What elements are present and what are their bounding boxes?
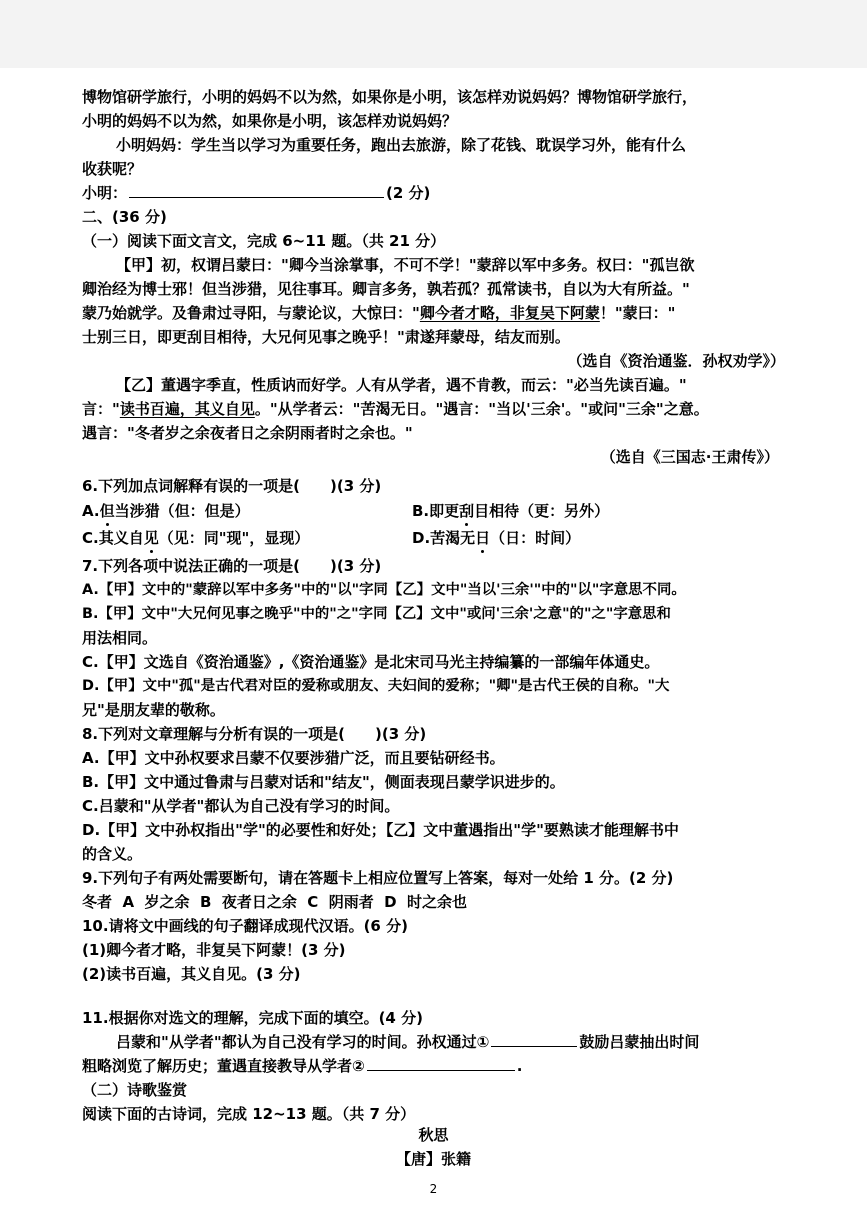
jia-line-3 xyxy=(82,302,675,325)
intro-line-2: 小明的妈妈不以为然，如果你是小明，该怎样劝说妈妈？ xyxy=(82,112,458,130)
jia-line-3-start: 蒙乃始就学。及鲁肃过寻阳，与蒙论议，大惊曰：" xyxy=(82,304,420,322)
yi-line-2-start: 言：" xyxy=(82,400,120,418)
q7-option-c: C.【甲】文选自《资治通鉴》,《资治通鉴》是北宋司马光主持编纂的一部编年体通史。 xyxy=(82,653,660,671)
q10-sentence-2: (2)读书百遍，其义自见。(3 分) xyxy=(82,965,301,983)
q9-sentence: 冬者 A 岁之余 B 夜者日之余 C 阴雨者 D 时之余也 xyxy=(82,893,468,911)
underlined-sentence-1: 卿今者才略，非复吴下阿蒙 xyxy=(419,304,600,322)
q10-sentence-1: (1)卿今者才略，非复吴下阿蒙！(3 分) xyxy=(82,941,346,959)
q11-blank-2[interactable] xyxy=(367,1069,515,1071)
q6-b-prefix: B.即更 xyxy=(412,502,460,520)
part-two-instruction: 阅读下面的古诗词，完成 12~13 题。（共 7 分） xyxy=(82,1105,416,1123)
q7-option-a: A.【甲】文中的"蒙辞以军中多务"中的"以"字同【乙】文中"当以'三余'"中的"以"字意思不同。 xyxy=(82,582,686,598)
q6-a-prefix: A. xyxy=(82,502,100,520)
xiaoming-answer-line xyxy=(82,182,430,205)
q6-d-text: （日：时间） xyxy=(490,529,581,547)
intro-line-1: 博物馆研学旅行，小明的妈妈不以为然，如果你是小明，该怎样劝说妈妈？博物馆研学旅行， xyxy=(82,88,698,106)
q11-line-1 xyxy=(116,1031,699,1054)
jia-line-4: 士别三日，即更刮目相待，大兄何见事之晚乎！"肃遂拜蒙母，结友而别。 xyxy=(82,328,570,346)
q8-option-a: A.【甲】文中孙权要求吕蒙不仅要涉猎广泛，而且要钻研经书。 xyxy=(82,749,505,767)
yi-line-2-end: 。"从学者云："苦渴无日。"遇言："当以'三余'。"或问"三余"之意。 xyxy=(254,400,709,418)
q6-option-d xyxy=(412,527,580,550)
q6-c-prefix: C.其义自 xyxy=(82,529,144,547)
q6-d-dotted-char: 日 xyxy=(475,527,490,550)
q11-line-1-end: 鼓励吕蒙抽出时间 xyxy=(579,1033,700,1051)
poem-title: 秋思 xyxy=(418,1126,449,1144)
q11-line-2 xyxy=(82,1055,522,1078)
q11-stem: 11.根据你对选文的理解，完成下面的填空。(4 分) xyxy=(82,1009,423,1027)
yi-line-3: 遇言："冬者岁之余夜者日之余阴雨者时之余也。" xyxy=(82,424,413,442)
q7-stem: 7.下列各项中说法正确的一项是( )(3 分) xyxy=(82,557,382,575)
jia-line-3-end: ！"蒙曰：" xyxy=(599,304,676,322)
q7-option-b-line-2: 用法相同。 xyxy=(82,629,158,647)
q11-line-2-text: 粗略浏览了解历史；董遇直接教导从学者② xyxy=(82,1057,365,1075)
yi-line-1: 【乙】董遇字季直，性质讷而好学。人有从学者，遇不肯教，而云："必当先读百遍。" xyxy=(116,376,687,394)
yi-line-2 xyxy=(82,398,709,421)
xiaoming-answer-blank[interactable] xyxy=(129,196,384,198)
q11-line-2-end: . xyxy=(516,1057,523,1075)
q6-option-a xyxy=(82,500,250,523)
poem-author: 【唐】张籍 xyxy=(395,1150,471,1168)
q11-line-1-text: 吕蒙和"从学者"都认为自己没有学习的时间。孙权通过① xyxy=(116,1033,490,1051)
q6-c-dotted-char: 见 xyxy=(144,527,159,550)
part-one-title: （一）阅读下面文言文，完成 6~11 题。（共 21 分） xyxy=(82,232,446,250)
q8-option-d-line-1: D.【甲】文中孙权指出"学"的必要性和好处；【乙】文中董遇指出"学"要熟读才能理解书中 xyxy=(82,821,679,839)
underlined-sentence-2: 读书百遍，其义自见 xyxy=(119,400,255,418)
q6-stem: 6.下列加点词解释有误的一项是( )(3 分) xyxy=(82,477,382,495)
section-two-heading: 二、(36 分) xyxy=(82,208,167,226)
xiaoming-score: (2 分) xyxy=(386,184,431,202)
q6-option-c xyxy=(82,527,309,550)
q7-option-b-line-1: B.【甲】文中"大兄何见事之晚乎"中的"之"字同【乙】文中"或问'三余'之意"的"之"字意思和 xyxy=(82,606,671,622)
q8-stem: 8.下列对文章理解与分析有误的一项是( )(3 分) xyxy=(82,725,427,743)
q6-option-b xyxy=(412,500,609,523)
q11-blank-1[interactable] xyxy=(491,1045,577,1047)
jia-line-2: 卿治经为博士邪！但当涉猎，见往事耳。卿言多务，孰若孤？孤常读书，自以为大有所益。" xyxy=(82,280,690,298)
q6-d-prefix: D.苦渴无 xyxy=(412,529,476,547)
q8-option-d-line-2: 的含义。 xyxy=(82,845,143,863)
q6-a-dotted-char: 但 xyxy=(100,500,115,523)
q7-option-d-line-2: 兄"是朋友辈的敬称。 xyxy=(82,701,225,719)
q7-option-d-line-1: D.【甲】文中"孤"是古代君对臣的爱称或朋友、夫妇间的爱称；"卿"是古代王侯的自称。"大 xyxy=(82,678,670,694)
q6-c-text: （见：同"现"，显现） xyxy=(158,529,310,547)
q8-option-c: C.吕蒙和"从学者"都认为自己没有学习的时间。 xyxy=(82,797,400,815)
q10-stem: 10.请将文中画线的句子翻译成现代汉语。(6 分) xyxy=(82,917,408,935)
xiaoming-label: 小明： xyxy=(82,184,128,202)
jia-source: （选自《资治通鉴．孙权劝学》） xyxy=(567,352,785,370)
q6-b-text: 目相待（更：另外） xyxy=(474,502,610,520)
jia-line-1: 【甲】初，权谓吕蒙曰："卿今当涂掌事，不可不学！"蒙辞以军中多务。权曰："孤岂欲 xyxy=(116,256,695,274)
page-number: 2 xyxy=(429,1182,438,1196)
part-two-title: （二）诗歌鉴赏 xyxy=(82,1081,188,1099)
top-margin xyxy=(0,0,867,68)
q6-b-dotted-char: 刮 xyxy=(459,500,474,523)
q6-a-text: 当涉猎（但：但是） xyxy=(114,502,250,520)
q9-stem: 9.下列句子有两处需要断句，请在答题卡上相应位置写上答案，每对一处给 1 分。(2 分) xyxy=(82,869,674,887)
q8-option-b: B.【甲】文中通过鲁肃与吕蒙对话和"结友"，侧面表现吕蒙学识进步的。 xyxy=(82,773,565,791)
yi-source: （选自《三国志·王肃传》） xyxy=(600,448,779,466)
mom-line-1: 小明妈妈：学生当以学习为重要任务，跑出去旅游，除了花钱、耽误学习外，能有什么 xyxy=(116,136,687,154)
mom-line-2: 收获呢？ xyxy=(82,160,143,178)
